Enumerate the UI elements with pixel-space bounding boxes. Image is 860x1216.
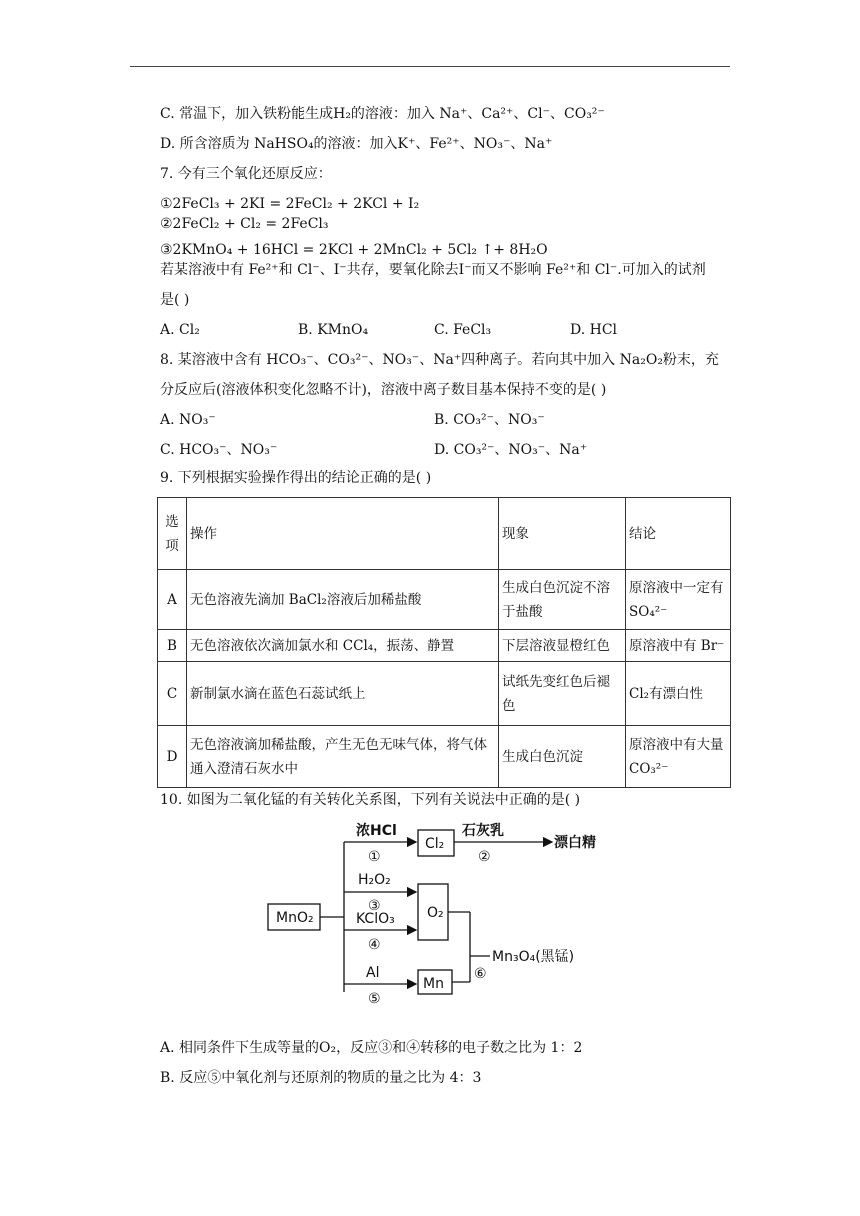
question-7: 7. 今有三个氧化还原反应： [160,166,332,182]
row-label: C [158,662,187,726]
reaction-1: ①2FeCl₃ + 2KI = 2FeCl₂ + 2KCl + I₂ [160,196,420,212]
q8-option-d: D. CO₃²⁻、NO₃⁻、Na⁺ [434,442,588,458]
header-phenomenon: 现象 [499,498,626,570]
row-phenomenon: 试纸先变红色后褪色 [499,662,626,726]
row-operation: 无色溶液先滴加 BaCl₂溶液后加稀盐酸 [187,570,499,630]
cl2-label: Cl₂ [425,836,445,852]
q7-option-b: B. KMnO₄ [298,322,369,338]
table-row [158,630,731,662]
table-row [158,662,731,726]
experiment-table [157,497,731,788]
row-phenomenon: 生成白色沉淀 [499,726,626,788]
step-6-label: ⑥ [474,966,487,982]
option-d-line: D. 所含溶质为 NaHSO₄的溶液：加入K⁺、Fe²⁺、NO₃⁻、Na⁺ [160,136,553,152]
mn3o4-label: Mn₃O₄(黑锰) [492,949,575,965]
row-conclusion: 原溶液中一定有 SO₄²⁻ [626,570,731,630]
question-7-stem-end: 是( ) [160,292,190,308]
kclo3-label: KClO₃ [356,911,395,927]
step-4-label: ④ [368,937,381,953]
table-header-row [158,498,731,570]
question-10: 10. 如图为二氧化锰的有关转化关系图，下列有关说法中正确的是( ) [160,792,581,808]
header-operation: 操作 [187,498,499,570]
q10-option-b: B. 反应⑤中氧化剂与还原剂的物质的量之比为 4：3 [160,1070,482,1086]
q8-option-b: B. CO₃²⁻、NO₃⁻ [434,412,545,428]
o2-label: O₂ [427,905,444,921]
step-1-label: ① [368,849,381,865]
q8-option-a: A. NO₃⁻ [160,412,216,428]
q10-option-a: A. 相同条件下生成等量的O₂，反应③和④转移的电子数之比为 1：2 [160,1040,583,1056]
option-c-line: C. 常温下，加入铁粉能生成H₂的溶液：加入 Na⁺、Ca²⁺、Cl⁻、CO₃²⁻ [160,106,605,122]
row-operation: 无色溶液依次滴加氯水和 CCl₄，振荡、静置 [187,630,499,662]
row-label: B [158,630,187,662]
reaction-3: ③2KMnO₄ + 16HCl = 2KCl + 2MnCl₂ + 5Cl₂ ↑+ 8H₂O [160,242,548,258]
row-operation: 无色溶液滴加稀盐酸，产生无色无味气体，将气体通入澄清石灰水中 [187,726,499,788]
q7-option-c: C. FeCl₃ [434,322,492,338]
step-5-label: ⑤ [368,991,381,1005]
question-7-stem: 若某溶液中有 Fe²⁺和 Cl⁻、I⁻共存，要氧化除去I⁻而又不影响 Fe²⁺和 Cl⁻.可加入的试剂 [160,262,706,278]
q8-option-c: C. HCO₃⁻、NO₃⁻ [160,442,278,458]
row-label: A [158,570,187,630]
q7-option-d: D. HCl [570,322,618,338]
table-row [158,726,731,788]
table-row [158,570,731,630]
step-3-label: ③ [368,898,381,914]
q7-option-a: A. Cl₂ [160,322,200,338]
row-phenomenon: 下层溶液显橙红色 [499,630,626,662]
header-conclusion: 结论 [626,498,731,570]
header-option: 选项 [158,498,187,570]
step-2-label: ② [478,849,491,865]
h2o2-label: H₂O₂ [358,872,391,888]
row-conclusion: 原溶液中有大量 CO₃²⁻ [626,726,731,788]
mn-label: Mn [423,976,444,992]
row-label: D [158,726,187,788]
bleach-label: 漂白精 [554,835,596,851]
header-rule [130,66,730,67]
mno2-conversion-diagram [262,820,602,1005]
reaction-2: ②2FeCl₂ + Cl₂ = 2FeCl₃ [160,216,329,232]
al-label: Al [366,965,380,981]
row-operation: 新制氯水滴在蓝色石蕊试纸上 [187,662,499,726]
row-conclusion: Cl₂有漂白性 [626,662,731,726]
question-9: 9. 下列根据实验操作得出的结论正确的是( ) [160,470,432,486]
mno2-label: MnO₂ [276,910,314,926]
row-phenomenon: 生成白色沉淀不溶于盐酸 [499,570,626,630]
conc-hcl-label: 浓HCl [356,823,397,839]
question-8-stem-end: 分反应后(溶液体积变化忽略不计)，溶液中离子数目基本保持不变的是( ) [160,382,607,398]
row-conclusion: 原溶液中有 Br⁻ [626,630,731,662]
question-8-stem: 8. 某溶液中含有 HCO₃⁻、CO₃²⁻、NO₃⁻、Na⁺四种离子。若向其中加入 Na₂O₂粉末，充 [160,352,719,368]
lime-milk-label: 石灰乳 [462,823,504,839]
